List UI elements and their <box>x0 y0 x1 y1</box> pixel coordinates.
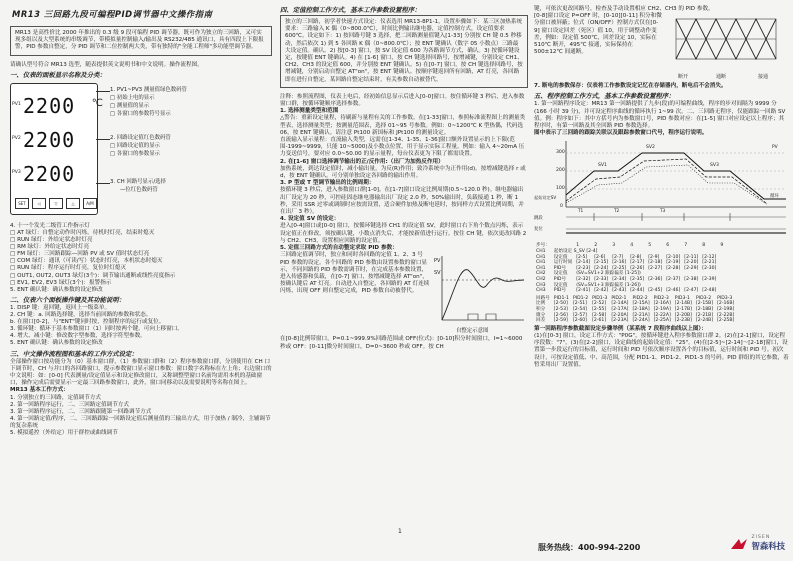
note-sv-display: □ 回路设定值的显示 <box>110 142 160 149</box>
table-cell: 1 <box>576 243 580 249</box>
table-row <box>534 260 725 266</box>
note-sv-digits: 2. 回路设定值红色数码管 <box>110 134 171 141</box>
leader-line <box>96 139 110 140</box>
table-cell: 回路号 <box>536 295 550 301</box>
table-cell: PID3-2 <box>695 295 712 301</box>
section-flow-heading: 三、中文操作流程图和基本的工作方式设定： <box>10 349 138 358</box>
table-cell: [2-38] <box>684 276 699 282</box>
table-cell: [2-42] <box>594 288 609 294</box>
table-cell: [2-46] <box>666 288 681 294</box>
down-key[interactable]: ▽ <box>49 198 63 209</box>
pid-table <box>534 296 736 324</box>
table-cell: CH1 <box>536 249 546 255</box>
pv2-value: 2200 <box>23 127 76 152</box>
table-cell: 8 <box>702 243 706 249</box>
pv1-unit: ℃ <box>91 97 103 109</box>
y-tick-200: 200 <box>556 168 565 174</box>
autotune-figure <box>434 252 526 336</box>
table-cell: [2-33] <box>594 276 609 282</box>
table-cell: 9 <box>720 243 724 249</box>
table-cell: [2-8] <box>630 254 642 260</box>
table-cell: [2-14] <box>576 260 591 266</box>
note-ch-display: 3. CH 回路号显示/选择 <box>110 178 166 185</box>
autotune-text: 三回路定值调节时，独立和同时各回路的定值 1、2、3 号 PID 参数的设定。各个回路的 PID 参数由设置参数的窗口显示，不同回路的 PID 参数需调节时，在完成基本参数设置，进入传感器和负载，在[0-7] 窗口，按增减键选择 AT"on"，按确认键后 AT 灯亮。自动进入自整定，各回路的 AT 灯连续闪烁，出现 OFF 则自整定完成，PID 参数自动被替代。 <box>280 252 430 295</box>
brand-logo <box>729 535 786 552</box>
key-function-item: 2. CH 键：a. 回路选择键，选择当前回路的参数和状态。 <box>10 312 152 319</box>
table-cell: [2-43] <box>612 288 627 294</box>
table-cell: [2-10] <box>666 254 681 260</box>
sub-heading: 5. 定值三回路方式的自动整定求取 PID 参数： <box>280 245 398 252</box>
table-cell: [2-61] <box>592 318 607 324</box>
table-cell: [2-19] <box>666 260 681 266</box>
table-cell: [2-20B] <box>674 312 692 318</box>
sv1-label: SV1 <box>598 163 607 169</box>
table-cell: 微分 <box>536 312 546 318</box>
table-cell: [2-23A] <box>611 318 629 324</box>
table-cell: [2-58] <box>592 312 607 318</box>
led-item: □ RUN 绿灯：外给定状态时灯亮 <box>10 237 93 244</box>
column-1 <box>10 0 272 561</box>
table-cell: PID1-2 <box>572 295 589 301</box>
table-cell: [2-12] <box>702 254 717 260</box>
top-text: 键，可依次更改回路号，检查及手动设置相应 CH2、CH3 的 PID 参数。 <box>534 6 714 12</box>
program-text: 1. 第一回路程序设定：MR13 第一回路提供了九步(段)的可编程曲线，程序的步对间隔为 9999 分(166 小时 39 分)，并可设定程序曲线的循环执行 1~99 次。二、三回路无程序，仅能跟踪一回路 SV 值。例：程序如下：其中方括号内为参数窗口号，PID 参数对应：在[1-5] 窗口对应设定以上程序；其程序时，有第一回路及其全回路 PID 参数选择。 <box>534 101 786 130</box>
table-cell: PID1-1 <box>553 295 569 301</box>
table-cell: CH3 <box>536 288 546 294</box>
sub-text: 直流输入显示量程：直流输入类型，远需在[1-34、1-35、1-36]窗口额外设置显示的上下限(范围-1999~9999，只能 10~5000)及小数点位置，用于显示实际工程量。例如：输入 4~20mA 压力变送信号，要对应 0.0~50.00 的显示量程，每台仪表更为下限了都需设置。 <box>280 137 525 158</box>
intro-text: MR13 是高性价比 2000 年推出的 0.3 级 9 段可编程 PID 调节器，既可作为独立的三回路，又可实现多组以及大型系统的串级调节，带模拟量控制输入/输出及 RS232/485 通讯口，具有四段上下限报警，PID 参数自整定，分 PID 调节和二位控制两大类，带有独特的"全能工程师"多功能型调节器。 <box>15 30 264 51</box>
table-cell: [2-25A] <box>653 318 671 324</box>
loop-label: 循环 <box>770 194 779 200</box>
y-tick-0: 0 <box>560 204 563 210</box>
table-cell: 设定值 <box>553 271 568 277</box>
pv-axis-label: PV <box>772 145 778 151</box>
onoff-figure <box>666 13 786 83</box>
table-cell: 积分 <box>536 306 546 312</box>
table-cell: [2-44] <box>630 288 645 294</box>
table-cell: [2-22A] <box>653 312 671 318</box>
manual-note: 请确认型号符合 MR13 选型，随表提供英文说明书和中文说明。操作流程图。 <box>10 61 203 68</box>
sv3-label: SV3 <box>710 163 719 169</box>
table-cell: PID2-3 <box>653 295 669 301</box>
table-cell: [2-54] <box>572 306 587 312</box>
table-cell: [2-55] <box>592 306 607 312</box>
chart-caption: 自整定示意图 <box>456 328 489 335</box>
table-cell: CH2 <box>536 276 546 282</box>
page-title: MR13 三回路九段可编程PID调节器中文操作指南 <box>12 9 213 19</box>
sub-text: 加热系统，到达设定值时，减小输出量，为反(R)作用；致冷系统中为正作用(d)。按增减键选择 r 或 d，按 ENT 键确认。可分别单独设定各回路的输出作用。 <box>280 165 526 180</box>
pv1-display <box>12 93 103 118</box>
note-text: 注释：参照流程图，仪表上电后，经初始信息显示后进入[0-0]窗口。按住循环键 3 秒后，进入参数窗口群，按循环键顺序选择参数。 <box>280 93 525 108</box>
table-row <box>534 307 736 313</box>
led-item: □ AT 绿灯：自整定动作时闪烁，待机时灯亮，结束时熄灭 <box>10 230 155 237</box>
table-cell: [2-21] <box>702 260 717 266</box>
reset-label: 复位 <box>534 227 543 233</box>
column-3 <box>534 0 789 561</box>
note-ch-digit: —位红色数码管 <box>120 186 158 193</box>
table-cell: 回差 <box>536 318 546 324</box>
program-chart <box>534 137 789 241</box>
page-number: 1 <box>398 528 402 535</box>
table-cell: [2-24A] <box>632 318 650 324</box>
table-cell: PID3-3 <box>717 295 733 301</box>
pulse-label-on: 接通 <box>758 74 769 81</box>
key-function-item: b. 在窗口[0-2]，与"ENT"键同时按，控制程序的运行或复位。 <box>10 319 165 326</box>
front-panel-figure <box>10 83 272 221</box>
quickstart-text: 独立的三回路，初学者快速方式设定：仪表选用 MR13-8P1-1，设置步骤如下：某三区加热系统要求：三路输入 K 偶（0~800.0℃），时间比例输出继电器，定值控制方式，设定值要求 600℃。设定如下：1) 按回路号键 3 选择，把二回路测量值键入[1-33] 分别按 CH 键 0.5 秒移动，然后依次 1) 到 5 各回路 K 偶（0~800.0℃）；按 ENT 键确认（数字 05 小数点）三路最大设定值。确认。2) 按[0-3] 窗口，按 SV 设定值 600 为各路调节方式，确认。3) 按循环键设定，按键值 ENT 键确认。4) 在 [1-6] 窗口，按 CH 键选择回路号，按增减键，分别设定 CH1、CH2、CH3 的设定值 600，并分别按 ENT 键确认。5) 在[0-7] 窗口，按 CH 键选择回路号，按增减键，分别启动自整定 AT"on"，按 ENT 键确认。按顺序键返回所有回路，AT 灯亮，各回路即在进行自整定，某回路自整定结束时，有关参数自动被替代。 <box>285 19 523 83</box>
note-param-display: □ 各窗口的参数显示 <box>110 150 160 157</box>
table-cell: [2-21A] <box>632 312 650 318</box>
program-steps-table <box>534 243 725 293</box>
table-row <box>534 318 736 324</box>
note-measure: □ 测量值的显示 <box>110 102 150 109</box>
example-text: (1)在[0-3] 窗口，设定工作方式："P0G"，按循环键进入程序参数窗口群 2。(2)在[2-1]窗口，设定程序段数："7"。(3)在[2-2]窗口，设定曲线的起始设定值："25"。(4)在[2-5]~[2-14]～[2-18]窗口，设置第一步段运行的目标值，运行时间和 PID 号依次顺序设置各个的目标值，运行时间和 PID 号。初次设计，可按设定值低、中、高范围，分配 PID1-1、PID1-2、PID1-3 的号码。PID 群组的其它参数，着暂采用出厂设置值。 <box>534 332 789 368</box>
table-cell: [2-25] <box>612 265 627 271</box>
t3-label: T3 <box>660 208 666 214</box>
table-cell: PID2-2 <box>632 295 648 301</box>
table-cell: [2-37] <box>666 276 681 282</box>
key-function-item: 3. 循环键：循环于基本参数窗口（1）同时按两个键，可向上移窗口。 <box>10 326 183 333</box>
sub-heading: 4. 设定值 SV 的设定： <box>280 216 340 223</box>
table-cell: (SV=SV1+2 跟踪偏差 [1-25]) <box>576 271 641 277</box>
table-cell: [2-45] <box>648 288 663 294</box>
y-tick-300: 300 <box>556 150 565 156</box>
table-cell: 5 <box>648 243 652 249</box>
table-cell: 运行时间 <box>553 260 573 266</box>
table-cell: [2-57] <box>572 312 587 318</box>
table-cell: [2-48] <box>702 288 717 294</box>
column-2 <box>280 0 528 561</box>
figure-title: 图中表示了三回路的跟踪关联以及跟踪参数窗口代号，程序运行说明。 <box>534 130 708 137</box>
sv-label: SV <box>434 270 441 277</box>
section-const-heading: 四、定值控制工作方式，基本工作参数设置程序： <box>280 6 421 14</box>
table-cell: [2-36] <box>648 276 663 282</box>
table-cell: [2-59] <box>553 318 568 324</box>
hotline-label: 服务热线： <box>538 543 578 552</box>
table-cell: CH1 <box>536 265 546 271</box>
sub-text: 按循环键 3 秒后，进入参数窗口群[1-0]。在[1-7]窗口设定比例周期(0.5~120.0 秒)。继电器输出出厂设定为 20 秒，可控硅固态继电器输出出厂设定 2.0 秒，50%输出时，负载接通 1 秒，断 1 秒，采用 SSR 过零或调制时应按需设置，适合硬件加热及断电延时，按同样方式设置比例周期，并在出厂 3 秒）。 <box>280 187 524 216</box>
table-cell: [2-19B] <box>717 306 735 312</box>
table-cell: [2-53] <box>553 306 568 312</box>
table-cell: [2-32] <box>576 276 591 282</box>
table-cell: [2-7] <box>612 254 624 260</box>
table-row <box>534 277 725 283</box>
table-cell: [2-52] <box>592 301 607 307</box>
table-cell: [2-16A] <box>653 301 671 307</box>
brand-en: ZISEN <box>751 535 771 540</box>
table-cell: [2-18B] <box>695 306 714 312</box>
autotune-chart <box>434 252 526 326</box>
table-cell: [2-15A] <box>632 301 650 307</box>
pv1-value: 2200 <box>23 93 76 118</box>
table-cell: 比例 <box>536 301 546 307</box>
table-cell: [2-18] <box>648 260 663 266</box>
sub-heading: 3. P 型或 T 型调节输出的比例周期： <box>280 180 375 187</box>
pv2-display <box>12 127 95 152</box>
key-function-item: 5. ENT 确认键：确认参数的设定修改 <box>10 340 103 347</box>
table-cell: PID号 <box>553 265 567 271</box>
sub-heading: 2. 在[1-6] 窗口选择调节输出的正/反作用:（出厂为加热反作用） <box>280 158 444 165</box>
table-cell: [2-27] <box>648 265 663 271</box>
pv-label: PV <box>434 258 441 265</box>
mode-item: 5. 模拟遥控（外给定）用于群控或曲线调节 <box>10 430 118 437</box>
onoff-block <box>534 13 789 83</box>
table-cell: [2-14A] <box>611 301 629 307</box>
table-cell: [2-56] <box>553 312 568 318</box>
table-cell: [2-6] <box>594 254 606 260</box>
pv3-label: PV3 <box>12 169 21 175</box>
y-tick-100: 100 <box>556 186 565 192</box>
pv3-display <box>12 161 95 186</box>
key-function-list <box>10 305 272 348</box>
key-function-item: 4. 增大、减小键：修改数字型参数，选择字符型参数。 <box>10 333 146 340</box>
table-cell: [2-21B] <box>695 312 714 318</box>
start-sv-label: 起始设定SV <box>534 195 557 201</box>
table-cell: [2-60] <box>572 318 587 324</box>
brand-text <box>752 535 786 552</box>
table-cell: [2-20] <box>684 260 699 266</box>
mode-item: 4. 第一回路定值/程序，二、三回路跟踪一回路设定值后测量值的三输出方式，用于加热 / 制冷，主辅调节的复杂系统 <box>10 415 271 429</box>
t1-label: T1 <box>578 208 584 214</box>
table-cell: CH1 <box>536 254 546 260</box>
onoff-chart <box>666 13 786 73</box>
brand-cn: 智森科技 <box>751 541 785 551</box>
intro-box <box>10 26 272 56</box>
table-cell: [2-16] <box>612 260 627 266</box>
table-cell: [2-20A] <box>611 312 629 318</box>
table-cell: 步号： <box>536 243 550 249</box>
table-cell: 设定值 <box>553 282 568 288</box>
table-cell: [2-16B] <box>717 301 735 307</box>
zisen-logo-icon <box>729 537 749 551</box>
program-figure <box>534 137 789 241</box>
am-key[interactable]: A/M <box>83 198 97 209</box>
leds-title: 4. 十一个发光二级管工作指示灯 <box>10 222 90 229</box>
led-item: □ RM 绿灯：外给定状态时灯亮 <box>10 244 90 251</box>
table-cell: 起始设定 S_SV [2-4] <box>553 249 598 255</box>
table-cell: PID3-1 <box>674 295 690 301</box>
pulse-label-mid: 通断 <box>716 74 727 81</box>
shift-key[interactable]: ◁ <box>32 198 46 209</box>
quickstart-box <box>280 15 528 88</box>
table-cell: PID1-3 <box>592 295 608 301</box>
table-cell: [2-22B] <box>717 312 735 318</box>
memory-note: 7. 断电的参数保存：仪表将工作参数设定记忆在存储器内，断电后不会消失。 <box>534 83 727 90</box>
up-key[interactable]: △ <box>66 198 80 209</box>
section-panel-heading: 一、仪表的面板显示名称及分类： <box>10 70 106 79</box>
table-cell: [2-23B] <box>674 318 692 324</box>
mode-item: 2. 第一回路程序运行，二、三回路定值调节方式 <box>10 401 129 408</box>
sub-text: △警告：重新设定量程，待刷新与量程有关的工作参数。在[1-33]窗口，参照标准流程图上的测量类型表，选择测量类型；按测量范围表，选择 01~95 号参数。例如：0~1200℃ K 型热偶，代码选 06，按 ENT 键确认。请注意 Pt100 新国标和 JPt100 的测量设定。 <box>280 115 526 136</box>
table-cell: [2-18A] <box>632 306 650 312</box>
table-cell: 3 <box>612 243 616 249</box>
table-cell: 7 <box>684 243 688 249</box>
table-cell: [2-29] <box>684 265 699 271</box>
flow-text: 全部操作窗口按功能分为（0）基本窗口群，（1）参数窗口群和（2）程序参数窗口群，分别使用在 CH 口下调节时，CH 与并口的各回路窗口，提示参数窗口显示窗口参数：窗口数字名称标在左上角；右边窗口的中文说明：如：[0-0] 代表测量/设定值显示和设定修改窗口，又称调整型窗口名前均需用本机的基础窗口，操作完成后需要显示一定最三回路参数窗口，此外，窗口同移动以及需要说明等名称在图上。 <box>10 358 272 387</box>
table-cell: PID号 <box>553 288 567 294</box>
note-initial: □ 初始上电的显示 <box>110 94 155 101</box>
table-cell: 4 <box>630 243 634 249</box>
note-pv-digits: 1. PV1~PV3 测量值绿色数码管 <box>110 86 187 93</box>
table-cell: PID2-1 <box>611 295 627 301</box>
note-param-symbol: □ 各窗口的参数符号显示 <box>110 110 171 117</box>
table-cell: [2-39] <box>702 276 717 282</box>
table-cell: CH1 <box>536 260 546 266</box>
led-list <box>10 230 272 287</box>
tail-text: 在[0-8]比例带窗口，P=0.1~999.9%回路范围或 OFF(位式)：[0-10]积分时间窗口，I=1~6000 秒或 OFF：[0-11]微分时间窗口，D=0~3600 秒或 OFF。按 CH <box>280 336 523 350</box>
table-cell: [2-24] <box>594 265 609 271</box>
led-item: □ FM 绿灯：三回路跟踪—回路 PV 或 SV 值时状态灯亮 <box>10 251 150 258</box>
led-item: □ RUN 绿灯：程序运行时灯亮，复位时灯熄灭 <box>10 265 127 272</box>
table-cell: [2-28] <box>666 265 681 271</box>
hotline <box>538 542 640 553</box>
device-faceplate <box>10 83 103 215</box>
table-cell: CH3 <box>536 282 546 288</box>
table-cell: [2-9] <box>648 254 660 260</box>
pulse-label-off: 断开 <box>678 74 689 81</box>
table-row <box>534 288 725 294</box>
table-cell: [2-23] <box>576 265 591 271</box>
mode-item: 3. 第一回路程序运行，二、三回路跟随第一回路调节方式 <box>10 408 152 415</box>
pv3-value: 2200 <box>23 161 76 186</box>
led-item: □ OUT1, OUT2, OUT3 绿灯(3个)：调节输出通断或线性亮度指示 <box>10 272 176 279</box>
table-cell: [2-11] <box>684 254 699 260</box>
table-cell: [2-35] <box>630 276 645 282</box>
sub-text: 进入[0-4]窗口或[0-0] 窗口，按循环键选择 CH1 的设定值 SV，此时窗口右下角个数点闪烁，表示设定值正在修改，须按确认键，小数点消失后，才能按新值进行运行。按住 CH 键，依次更改回路 2 与 CH2、CH3，设置相应回路的设定值。 <box>280 223 527 244</box>
table-cell: [2-24B] <box>695 318 714 324</box>
ent-key-note: 5. ENT 确认键：确认参数的设定修改 <box>10 286 103 293</box>
table-cell: [2-25B] <box>717 318 735 324</box>
table-cell: [2-15B] <box>695 301 714 307</box>
pv1-label: PV1 <box>12 101 21 107</box>
table-cell: [2-41] <box>576 288 591 294</box>
onoff-text: [0-8]窗口设定 P=OFF 时，[0-10][0-11] 积分和微分窗口被屏蔽；位式（ON/OFF）控制方式仅在[0-9] 窗口设定回差（死区）值 10，用于调整动作变差，例如：设定值 500℃，回差设定 10，实际在 510℃ 断开，495℃ 接通，实际保持在 500±12℃ 间通断。 <box>534 13 662 56</box>
table-cell: [2-47] <box>684 288 699 294</box>
table-cell: (SV=SV1+3 跟踪偏差 [1-26]) <box>576 282 641 288</box>
autotune-block <box>280 252 528 336</box>
key-function-item: 1. DISP 键：返回键，返回上一级菜单。 <box>10 304 111 311</box>
table-cell: [2-17B] <box>674 306 692 312</box>
table-cell: [2-17A] <box>611 306 629 312</box>
keypad <box>15 198 97 209</box>
example-title: 第一回路程序参数截图设定步骤举例（某系统 7 段程序曲线以上图）： <box>534 325 707 332</box>
table-cell: 设定值 <box>553 254 568 260</box>
table-cell: [2-19A] <box>653 306 671 312</box>
sv2-label: SV2 <box>646 145 655 151</box>
hotline-number: 400-994-2200 <box>578 543 641 552</box>
table-cell: [2-34] <box>612 276 627 282</box>
pv2-label: PV2 <box>12 135 21 141</box>
mode-list <box>10 395 272 438</box>
table-cell: [2-15] <box>594 260 609 266</box>
mode-item: 1. 分别独立的三回路，定值调节方式 <box>10 394 102 401</box>
table-cell: [2-5] <box>576 254 588 260</box>
table-cell: [2-50] <box>553 301 568 307</box>
table-cell: CH2 <box>536 271 546 277</box>
sub-heading: 1. 选择测量类型和范围 <box>280 108 339 115</box>
led-item: □ EV1, EV2, EV3 绿灯(3个)：报警指示 <box>10 279 112 286</box>
table-cell: [2-14B] <box>674 301 692 307</box>
table-cell: 6 <box>666 243 670 249</box>
set-key[interactable]: SET <box>15 198 29 209</box>
section-keys-heading: 二、仪表六个面板操作键及其功能说明： <box>10 295 126 304</box>
leader-line <box>96 183 110 184</box>
jump-label: 跳段 <box>534 216 543 222</box>
leader-line <box>96 91 110 92</box>
table-cell: 2 <box>594 243 598 249</box>
table-cell: [2-51] <box>572 301 587 307</box>
section-program-heading: 五、程序控制工作方式，基本工作参数设置程序： <box>534 92 675 101</box>
table-cell: [2-17] <box>630 260 645 266</box>
led-item: □ COM 绿灯：通讯（可读/写）状态时灯亮，本机状态时熄灭 <box>10 258 163 265</box>
table-cell: [2-30] <box>702 265 717 271</box>
table-cell: [2-26] <box>630 265 645 271</box>
t2-label: T2 <box>614 208 620 214</box>
table-cell: PID号 <box>553 276 567 282</box>
modes-title: MR13 基本工作方式： <box>10 387 69 394</box>
